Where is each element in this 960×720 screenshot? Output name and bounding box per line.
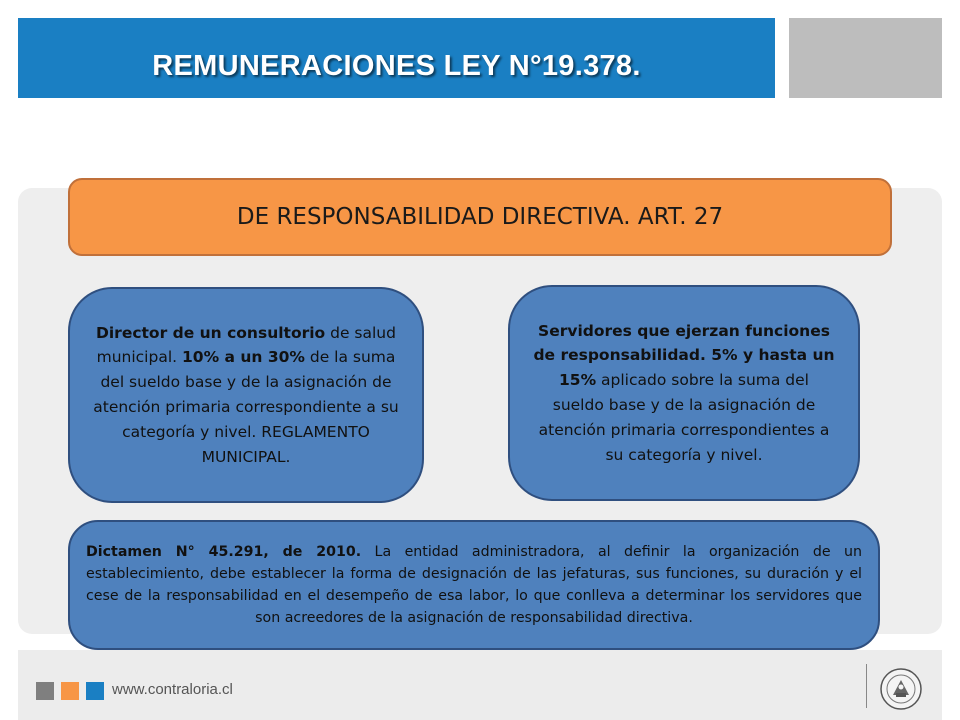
slide-title: REMUNERACIONES LEY N°19.378. [152,50,641,82]
director-info-text [70,321,422,470]
footer-square-blue [86,682,104,700]
servidores-text-1: aplicado sobre la suma del sueldo base y de la asignación de atención primaria correspondientes a su categoría y nivel. [538,371,830,464]
contraloria-seal-icon [877,667,925,711]
dictamen-bold: Dictamen N° 45.291, de 2010. [86,544,362,560]
dictamen-info-box [68,520,880,650]
servidores-info-text [510,319,858,468]
section-banner [68,178,892,256]
director-bold-1: Director de un consultorio [96,323,326,342]
dictamen-text: La entidad administradora, al definir la organización de un establecimiento, debe establecer la forma de designación de las jefaturas, sus funciones, su duración y el cese de la responsabilidad en el desempeño de esa labor, lo que conlleva a determinar los servidores que son acreedores de la asignación de responsabilidad directiva. [86,544,862,626]
header-bar [18,18,775,98]
director-text-1: de salud municipal. [96,323,396,367]
director-text-2: de la suma del sueldo base y de la asignación de atención primaria correspondiente a su categoría y nivel. REGLAMENTO MUNICIPAL. [93,348,399,466]
footer-square-orange [61,682,79,700]
section-banner-title: DE RESPONSABILIDAD DIRECTIVA. ART. 27 [236,204,724,230]
servidores-info-box [508,285,860,501]
footer-url-link[interactable]: www.contraloria.cl [112,681,233,698]
servidores-bold-1: Servidores que ejerzan funciones de responsabilidad. 5% y hasta un 15% [533,321,835,390]
director-info-box [68,287,424,503]
header-accent-block [789,18,942,98]
director-bold-2: 10% a un 30% [182,348,305,367]
footer-divider [866,664,867,708]
footer-square-gray [36,682,54,700]
dictamen-info-text [70,541,878,629]
